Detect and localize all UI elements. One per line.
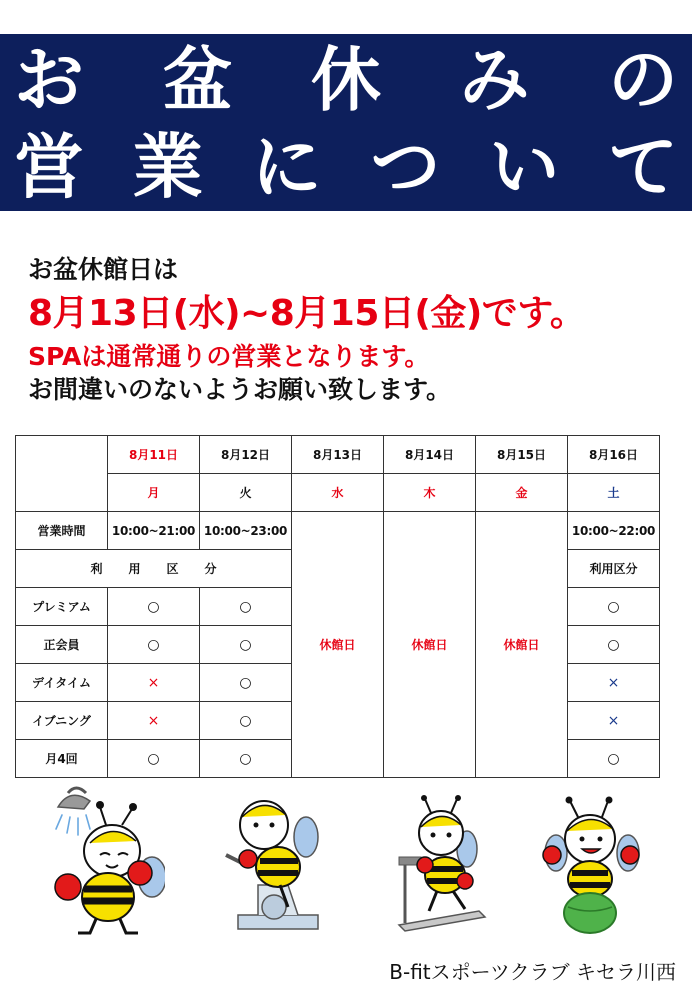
weekday-header: 木 <box>384 474 476 512</box>
title-char: 業 <box>132 126 203 208</box>
availability-cell: × <box>108 664 200 702</box>
row-label: 月4回 <box>16 740 108 778</box>
table-row <box>16 474 660 512</box>
notice-spa: SPAは通常通りの営業となります。 <box>28 342 430 371</box>
weekday-header: 月 <box>108 474 200 512</box>
title-char: 盆 <box>162 39 233 121</box>
date-header: 8月12日 <box>200 436 292 474</box>
table-corner <box>16 436 108 512</box>
availability-cell: ○ <box>200 626 292 664</box>
row-label: デイタイム <box>16 664 108 702</box>
schedule-table <box>15 435 660 778</box>
availability-cell: ○ <box>108 588 200 626</box>
availability-cell: ○ <box>568 740 660 778</box>
title-char: の <box>608 39 678 121</box>
title-char: つ <box>370 126 441 208</box>
closed-cell: 休館日 <box>292 512 384 778</box>
title-char: い <box>489 126 560 208</box>
hours-cell: 10:00~22:00 <box>568 512 660 550</box>
usage-header: 利用区分 <box>16 550 292 588</box>
footer-club-name: B-fitスポーツクラブ キセラ川西 <box>389 960 676 984</box>
notice-caution: お間違いのないようお願い致します。 <box>28 375 452 404</box>
title-char: 営 <box>14 126 84 208</box>
weekday-header: 金 <box>476 474 568 512</box>
bee-treadmill-icon <box>393 795 493 935</box>
weekday-header: 土 <box>568 474 660 512</box>
availability-cell: ○ <box>108 626 200 664</box>
date-header: 8月14日 <box>384 436 476 474</box>
row-label: 正会員 <box>16 626 108 664</box>
weekday-header: 水 <box>292 474 384 512</box>
availability-cell: ○ <box>200 740 292 778</box>
availability-cell: × <box>568 702 660 740</box>
date-header: 8月16日 <box>568 436 660 474</box>
table-row <box>16 436 660 474</box>
notice-closed-dates: 8月13日(水)~8月15日(金)です。 <box>28 293 586 334</box>
availability-cell: ○ <box>108 740 200 778</box>
title-banner <box>0 34 692 211</box>
hours-cell: 10:00~21:00 <box>108 512 200 550</box>
title-char: 休 <box>311 39 381 121</box>
table-row <box>16 512 660 550</box>
title-line-2 <box>0 123 692 211</box>
closed-cell: 休館日 <box>476 512 568 778</box>
row-label: プレミアム <box>16 588 108 626</box>
date-header: 8月11日 <box>108 436 200 474</box>
notice-intro: お盆休館日は <box>28 255 179 284</box>
availability-cell: ○ <box>200 702 292 740</box>
bee-shower-icon <box>40 785 165 940</box>
usage-header-short: 利用区分 <box>568 550 660 588</box>
title-char: み <box>459 39 530 121</box>
availability-cell: × <box>568 664 660 702</box>
row-label: 営業時間 <box>16 512 108 550</box>
title-char: お <box>14 39 84 121</box>
hours-cell: 10:00~23:00 <box>200 512 292 550</box>
weekday-header: 火 <box>200 474 292 512</box>
availability-cell: × <box>108 702 200 740</box>
title-line-1 <box>0 36 692 124</box>
row-label: イブニング <box>16 702 108 740</box>
bee-balance-ball-icon <box>542 795 642 940</box>
availability-cell: ○ <box>200 588 292 626</box>
availability-cell: ○ <box>568 626 660 664</box>
bee-exercise-bike-icon <box>218 795 328 940</box>
date-header: 8月15日 <box>476 436 568 474</box>
title-char: に <box>251 126 322 208</box>
availability-cell: ○ <box>200 664 292 702</box>
title-char: て <box>607 126 678 208</box>
availability-cell: ○ <box>568 588 660 626</box>
closed-cell: 休館日 <box>384 512 476 778</box>
date-header: 8月13日 <box>292 436 384 474</box>
